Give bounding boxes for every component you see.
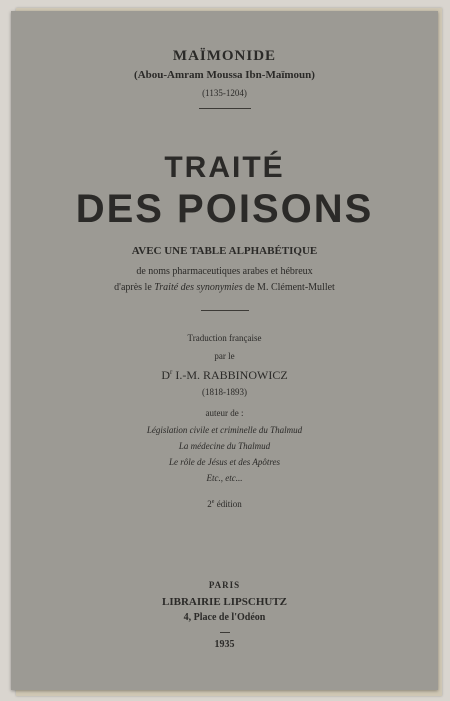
translator-prefix: $D^r$ [161,368,173,382]
description-suffix: de M. Clément-Mullet [242,282,335,293]
book-cover [11,11,438,690]
work-item: Etc., etc... [206,473,243,483]
author-of-label: auteur de : [205,408,244,418]
subtitle: AVEC UNE TABLE ALPHABÉTIQUE [131,245,318,257]
author-full-name: (Abou-Amram Moussa Ibn-Maïmoun) [134,69,315,81]
translator-name [11,368,438,383]
publisher-address: 4, Place de l'Odéon [183,612,266,623]
publisher-name: LIBRAIRIE LIPSCHUTZ [161,596,287,608]
edition-number: 2 [207,499,212,509]
translator-surname: I.-M. RABBINOWICZ [175,368,288,382]
translation-label: Traduction française [187,333,262,343]
divider-top [199,108,251,109]
work-item: Législation civile et criminelle du Thalmud [146,425,303,435]
divider-middle [201,310,249,311]
publication-year: 1935 [214,639,235,650]
title-line-1: TRAITÉ [164,151,285,184]
translation-by: par le [214,351,235,361]
work-item: Le rôle de Jésus et des Apôtres [169,457,280,467]
title-line-2: DES POISONS [75,187,374,231]
description-prefix: d'après le [114,282,155,293]
description-line-1: de noms pharmaceutiques arabes et hébreux [136,266,313,277]
divider-bottom [220,632,230,633]
author-name: MAÏMONIDE [172,48,277,64]
description-line-2 [11,282,438,293]
translator-dates: (1818-1893) [202,387,247,397]
publisher-city: PARIS [208,580,241,590]
edition-label: édition [214,499,242,509]
description-work: Traité des synonymies [154,282,243,293]
edition-suffix: e [211,499,215,505]
work-item: La médecine du Thalmud [178,441,271,451]
author-dates: (1135-1204) [202,88,247,98]
edition [11,499,438,509]
